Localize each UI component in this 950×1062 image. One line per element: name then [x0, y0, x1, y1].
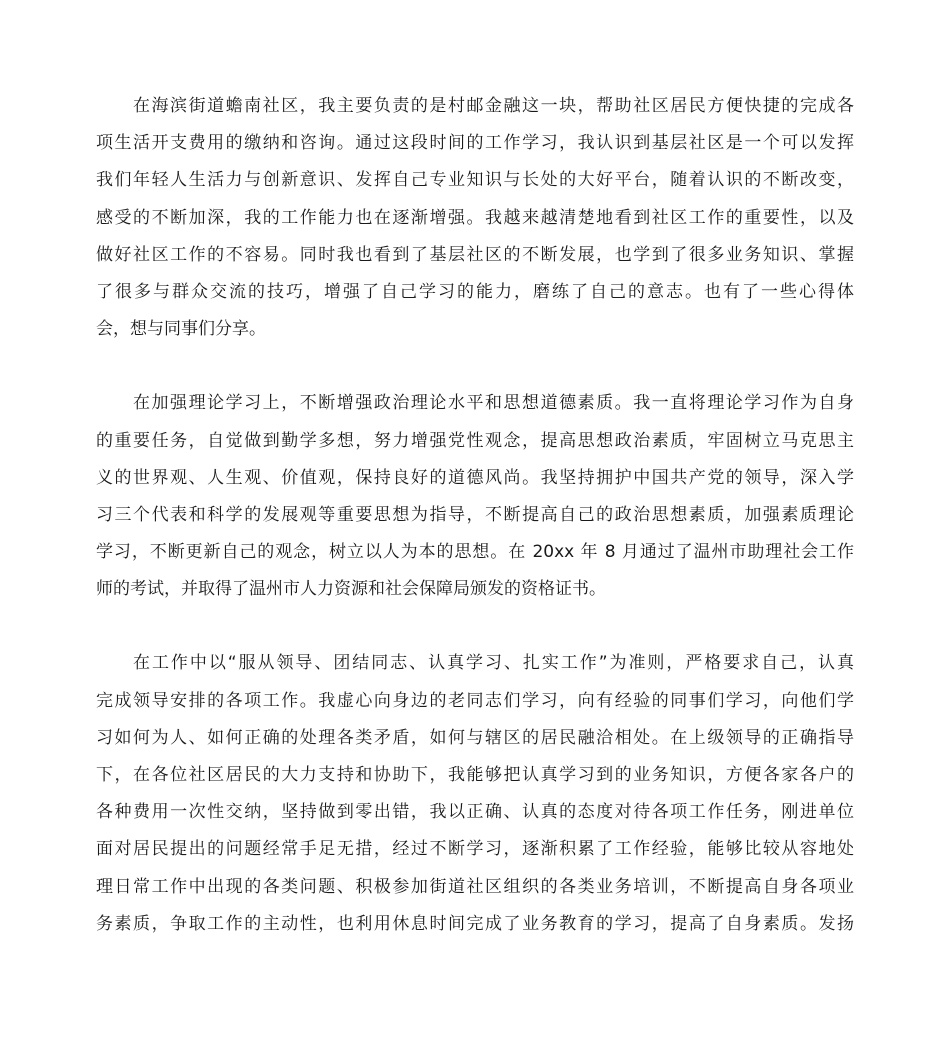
text-line: 义的世界观、人生观、价值观，保持良好的道德风尚。我坚持拥护中国共产党的领导，深入学 [96, 467, 854, 488]
text-line: 做好社区工作的不容易。同时我也看到了基层社区的不断发展，也学到了很多业务知识、掌握 [96, 244, 854, 265]
text-line: 习如何为人、如何正确的处理各类矛盾，如何与辖区的居民融洽相处。在上级领导的正确指导 [96, 727, 854, 748]
text-line: 在加强理论学习上，不断增强政治理论水平和思想道德素质。我一直将理论学习作为自身 [133, 393, 854, 414]
text-line: 感受的不断加深，我的工作能力也在逐渐增强。我越来越清楚地看到社区工作的重要性，以及 [96, 207, 854, 228]
text-line: 下，在各位社区居民的大力支持和协助下，我能够把认真学习到的业务知识，方便各家各户的 [96, 765, 854, 785]
paragraph-2 [96, 385, 854, 608]
text-line: 会，想与同事们分享。 [96, 319, 266, 340]
paragraph-3 [96, 645, 854, 943]
paragraph-1 [96, 88, 854, 348]
text-line: 在工作中以“服从领导、团结同志、认真学习、扎实工作”为准则，严格要求自己，认真 [133, 653, 854, 674]
text-line: 面对居民提出的问题经常手足无措，经过不断学习，逐渐积累了工作经验，能够比较从容地处 [96, 839, 854, 860]
text-line: 完成领导安排的各项工作。我虚心向身边的老同志们学习，向有经验的同事们学习，向他们学 [96, 690, 854, 711]
text-line: 项生活开支费用的缴纳和咨询。通过这段时间的工作学习，我认识到基层社区是一个可以发挥 [96, 133, 854, 154]
text-line: 我们年轻人生活力与创新意识、发挥自己专业知识与长处的大好平台，随着认识的不断改变， [96, 170, 854, 191]
text-line: 理日常工作中出现的各类问题、积极参加街道社区组织的各类业务培训，不断提高自身各项业 [96, 876, 854, 897]
document-body [96, 88, 854, 980]
text-line: 师的考试，并取得了温州市人力资源和社会保障局颁发的资格证书。 [96, 579, 606, 600]
text-line: 各种费用一次性交纳，坚持做到零出错，我以正确、认真的态度对待各项工作任务，刚进单位 [96, 802, 854, 823]
text-line: 习三个代表和科学的发展观等重要思想为指导，不断提高自己的政治思想素质，加强素质理论 [96, 504, 854, 525]
text-line: 学习，不断更新自己的观念，树立以人为本的思想。在 20xx 年 8 月通过了温州市助理社会工作 [96, 542, 854, 563]
text-line: 在海滨街道蟾南社区，我主要负责的是村邮金融这一块，帮助社区居民方便快捷的完成各 [133, 96, 854, 116]
text-line: 务素质，争取工作的主动性，也利用休息时间完成了业务教育的学习，提高了自身素质。发扬 [96, 913, 854, 934]
text-line: 了很多与群众交流的技巧，增强了自己学习的能力，磨练了自己的意志。也有了一些心得体 [96, 281, 854, 302]
text-line: 的重要任务，自觉做到勤学多想，努力增强党性观念，提高思想政治素质，牢固树立马克思主 [96, 430, 854, 451]
